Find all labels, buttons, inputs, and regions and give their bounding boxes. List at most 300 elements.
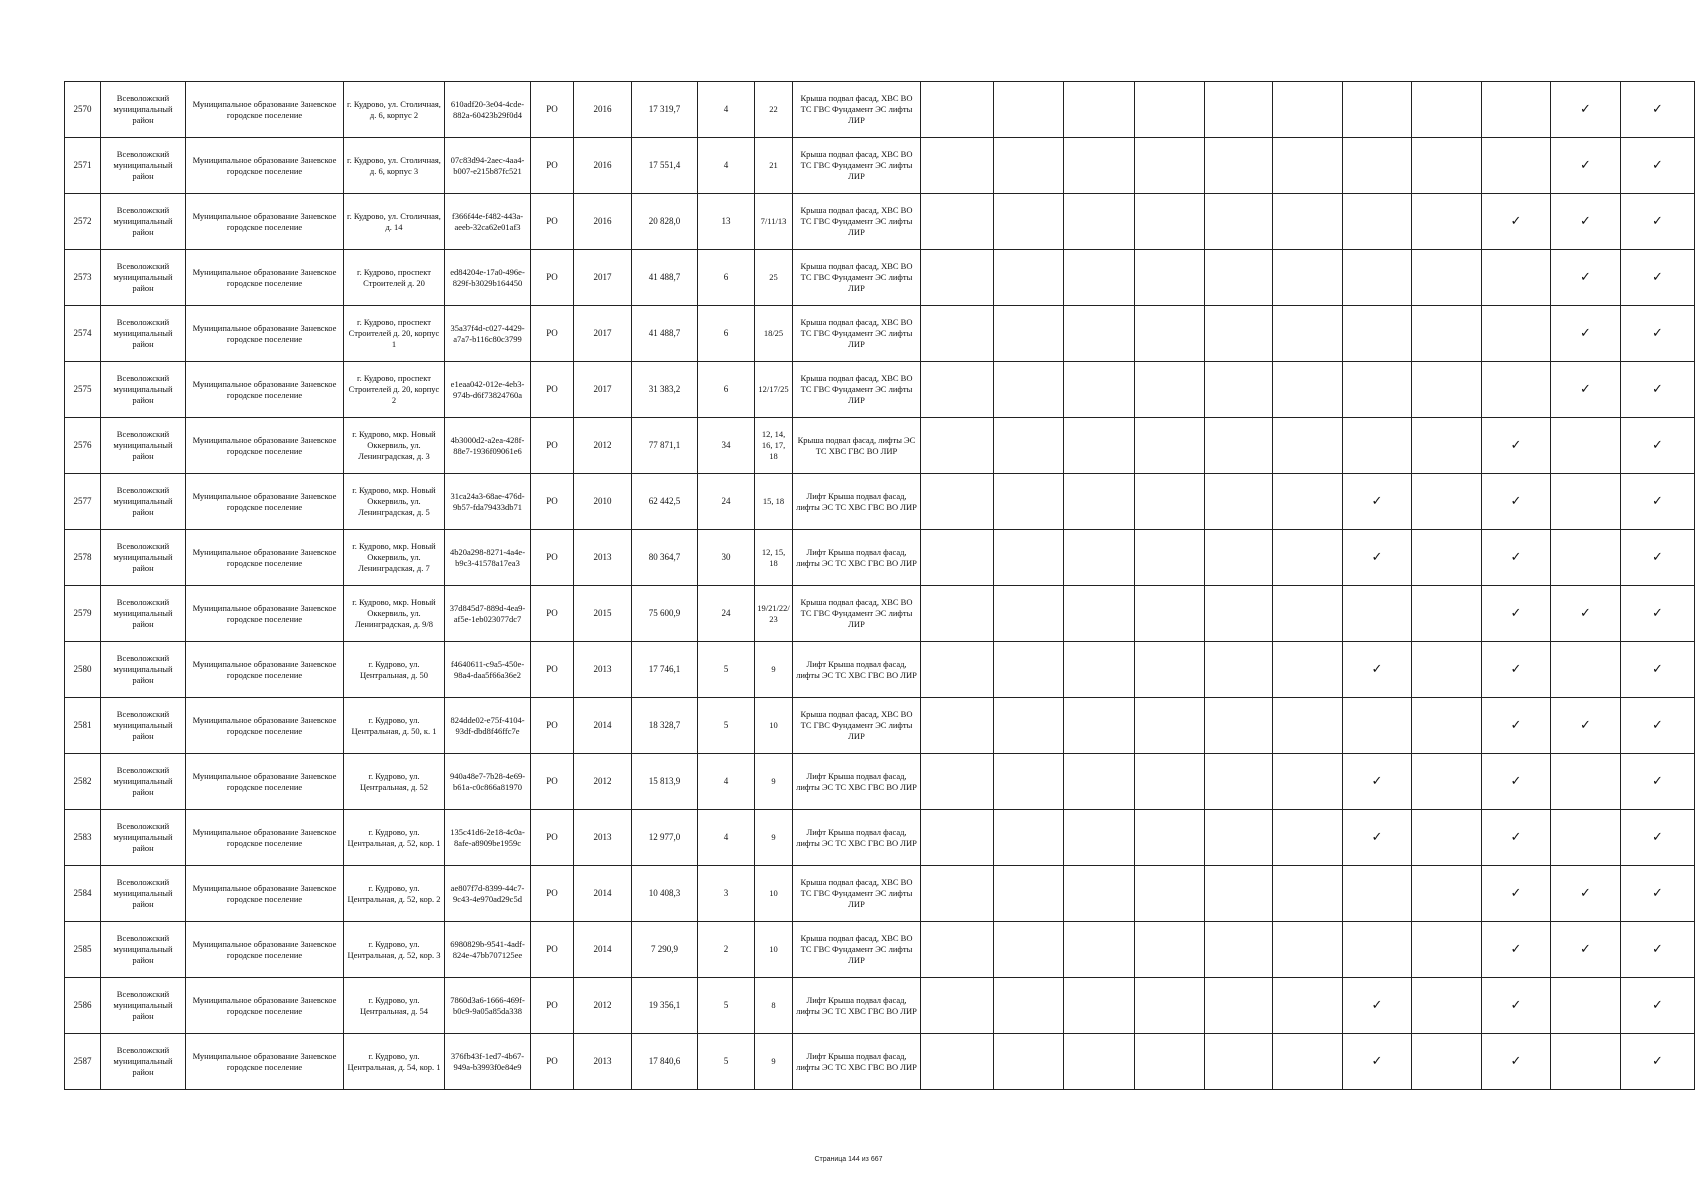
address-cell: г. Кудрово, ул. Центральная, д. 54, кор. 1 xyxy=(344,1034,445,1090)
district-cell: Всеволожский муниципальный район xyxy=(101,642,186,698)
year-cell: 2013 xyxy=(574,810,632,866)
empty-cell xyxy=(1273,306,1343,362)
floors-cell: 4 xyxy=(698,138,755,194)
municipality-cell: Муниципальное образование Заневское городское поселение xyxy=(186,474,344,530)
empty-cell xyxy=(1273,642,1343,698)
table-row xyxy=(65,810,1695,866)
type-cell: РО xyxy=(531,530,574,586)
floors-cell: 13 xyxy=(698,194,755,250)
check-mark-icon: ✓ xyxy=(1343,530,1412,586)
empty-cell xyxy=(921,1034,994,1090)
empty-cell xyxy=(1273,810,1343,866)
address-cell: г. Кудрово, ул. Центральная, д. 54 xyxy=(344,978,445,1034)
floors-cell: 34 xyxy=(698,418,755,474)
empty-cell xyxy=(1135,754,1205,810)
check-mark-icon: ✓ xyxy=(1343,810,1412,866)
check-mark-icon: ✓ xyxy=(1482,698,1551,754)
municipality-cell: Муниципальное образование Заневское городское поселение xyxy=(186,194,344,250)
check-mark-icon: ✓ xyxy=(1551,194,1621,250)
address-cell: г. Кудрово, ул. Столичная, д. 6, корпус 2 xyxy=(344,82,445,138)
empty-cell xyxy=(1412,82,1482,138)
address-cell: г. Кудрово, ул. Столичная, д. 14 xyxy=(344,194,445,250)
municipality-cell: Муниципальное образование Заневское городское поселение xyxy=(186,1034,344,1090)
check-mark-icon: ✓ xyxy=(1621,530,1695,586)
type-cell: РО xyxy=(531,810,574,866)
type-cell: РО xyxy=(531,362,574,418)
empty-cell xyxy=(1135,530,1205,586)
empty-cell xyxy=(1135,82,1205,138)
check-mark-icon: ✓ xyxy=(1621,418,1695,474)
row-number: 2582 xyxy=(65,754,101,810)
area-cell: 15 813,9 xyxy=(632,754,698,810)
empty-cell xyxy=(1551,474,1621,530)
area-cell: 7 290,9 xyxy=(632,922,698,978)
guid-cell: 940a48e7-7b28-4e69-b61a-c0c866a81970 xyxy=(445,754,531,810)
guid-cell: 07c83d94-2aec-4aa4-b007-e215b87fc521 xyxy=(445,138,531,194)
municipality-cell: Муниципальное образование Заневское городское поселение xyxy=(186,306,344,362)
entrances-cell: 9 xyxy=(755,810,793,866)
empty-cell xyxy=(1412,306,1482,362)
district-cell: Всеволожский муниципальный район xyxy=(101,1034,186,1090)
empty-cell xyxy=(1273,362,1343,418)
empty-cell xyxy=(1205,1034,1273,1090)
address-cell: г. Кудрово, ул. Центральная, д. 52, кор. 1 xyxy=(344,810,445,866)
table-row xyxy=(65,586,1695,642)
empty-cell xyxy=(1273,866,1343,922)
year-cell: 2013 xyxy=(574,1034,632,1090)
table-row xyxy=(65,82,1695,138)
municipality-cell: Муниципальное образование Заневское городское поселение xyxy=(186,698,344,754)
empty-cell xyxy=(921,922,994,978)
type-cell: РО xyxy=(531,250,574,306)
empty-cell xyxy=(1273,82,1343,138)
table-row xyxy=(65,138,1695,194)
floors-cell: 4 xyxy=(698,754,755,810)
area-cell: 10 408,3 xyxy=(632,866,698,922)
empty-cell xyxy=(1482,138,1551,194)
area-cell: 12 977,0 xyxy=(632,810,698,866)
empty-cell xyxy=(1135,698,1205,754)
empty-cell xyxy=(1273,1034,1343,1090)
empty-cell xyxy=(1205,922,1273,978)
empty-cell xyxy=(1482,306,1551,362)
row-number: 2584 xyxy=(65,866,101,922)
address-cell: г. Кудрово, мкр. Новый Оккервиль, ул. Ленинградская, д. 5 xyxy=(344,474,445,530)
empty-cell xyxy=(1551,642,1621,698)
empty-cell xyxy=(1135,922,1205,978)
empty-cell xyxy=(1064,978,1135,1034)
table-row xyxy=(65,530,1695,586)
empty-cell xyxy=(1551,530,1621,586)
guid-cell: 4b3000d2-a2ea-428f-88e7-1936f09061e6 xyxy=(445,418,531,474)
empty-cell xyxy=(1273,138,1343,194)
entrances-cell: 21 xyxy=(755,138,793,194)
empty-cell xyxy=(1064,586,1135,642)
empty-cell xyxy=(1205,642,1273,698)
empty-cell xyxy=(994,82,1064,138)
check-mark-icon: ✓ xyxy=(1482,754,1551,810)
entrances-cell: 8 xyxy=(755,978,793,1034)
works-cell: Лифт Крыша подвал фасад, лифты ЭС ТС ХВС ГВС ВО ЛИР xyxy=(793,1034,921,1090)
entrances-cell: 7/11/13 xyxy=(755,194,793,250)
empty-cell xyxy=(1205,194,1273,250)
type-cell: РО xyxy=(531,138,574,194)
area-cell: 77 871,1 xyxy=(632,418,698,474)
address-cell: г. Кудрово, мкр. Новый Оккервиль, ул. Ленинградская, д. 9/8 xyxy=(344,586,445,642)
empty-cell xyxy=(1551,1034,1621,1090)
municipality-cell: Муниципальное образование Заневское городское поселение xyxy=(186,530,344,586)
check-mark-icon: ✓ xyxy=(1551,362,1621,418)
empty-cell xyxy=(1135,642,1205,698)
empty-cell xyxy=(1343,586,1412,642)
empty-cell xyxy=(921,698,994,754)
empty-cell xyxy=(1412,1034,1482,1090)
municipality-cell: Муниципальное образование Заневское городское поселение xyxy=(186,586,344,642)
check-mark-icon: ✓ xyxy=(1343,1034,1412,1090)
empty-cell xyxy=(1412,586,1482,642)
entrances-cell: 15, 18 xyxy=(755,474,793,530)
table-row xyxy=(65,250,1695,306)
address-cell: г. Кудрово, проспект Строителей д. 20, корпус 2 xyxy=(344,362,445,418)
empty-cell xyxy=(1273,978,1343,1034)
empty-cell xyxy=(1064,418,1135,474)
empty-cell xyxy=(1064,306,1135,362)
area-cell: 31 383,2 xyxy=(632,362,698,418)
empty-cell xyxy=(1205,418,1273,474)
empty-cell xyxy=(1343,866,1412,922)
row-number: 2587 xyxy=(65,1034,101,1090)
table-row xyxy=(65,474,1695,530)
empty-cell xyxy=(994,586,1064,642)
guid-cell: 7860d3a6-1666-469f-b0c9-9a05a85da338 xyxy=(445,978,531,1034)
year-cell: 2016 xyxy=(574,194,632,250)
empty-cell xyxy=(1135,362,1205,418)
empty-cell xyxy=(921,810,994,866)
table-row xyxy=(65,306,1695,362)
type-cell: РО xyxy=(531,474,574,530)
type-cell: РО xyxy=(531,754,574,810)
empty-cell xyxy=(1412,530,1482,586)
empty-cell xyxy=(994,866,1064,922)
district-cell: Всеволожский муниципальный район xyxy=(101,586,186,642)
address-cell: г. Кудрово, мкр. Новый Оккервиль, ул. Ленинградская, д. 3 xyxy=(344,418,445,474)
check-mark-icon: ✓ xyxy=(1621,866,1695,922)
guid-cell: 610adf20-3e04-4cde-882a-60423b29f0d4 xyxy=(445,82,531,138)
check-mark-icon: ✓ xyxy=(1551,82,1621,138)
check-mark-icon: ✓ xyxy=(1621,306,1695,362)
municipality-cell: Муниципальное образование Заневское городское поселение xyxy=(186,418,344,474)
empty-cell xyxy=(1273,530,1343,586)
check-mark-icon: ✓ xyxy=(1482,810,1551,866)
empty-cell xyxy=(1135,138,1205,194)
guid-cell: 35a37f4d-c027-4429-a7a7-b116c80c3799 xyxy=(445,306,531,362)
row-number: 2583 xyxy=(65,810,101,866)
check-mark-icon: ✓ xyxy=(1343,474,1412,530)
district-cell: Всеволожский муниципальный район xyxy=(101,362,186,418)
works-cell: Крыша подвал фасад, ХВС ВО ТС ГВС Фундамент ЭС лифты ЛИР xyxy=(793,586,921,642)
row-number: 2572 xyxy=(65,194,101,250)
district-cell: Всеволожский муниципальный район xyxy=(101,866,186,922)
empty-cell xyxy=(1343,82,1412,138)
floors-cell: 6 xyxy=(698,306,755,362)
municipality-cell: Муниципальное образование Заневское городское поселение xyxy=(186,922,344,978)
guid-cell: 376fb43f-1ed7-4b67-949a-b3993f0e84e9 xyxy=(445,1034,531,1090)
empty-cell xyxy=(994,250,1064,306)
works-cell: Крыша подвал фасад, лифты ЭС ТС ХВС ГВС ВО ЛИР xyxy=(793,418,921,474)
floors-cell: 30 xyxy=(698,530,755,586)
empty-cell xyxy=(1205,754,1273,810)
entrances-cell: 12, 14, 16, 17, 18 xyxy=(755,418,793,474)
empty-cell xyxy=(994,754,1064,810)
year-cell: 2016 xyxy=(574,82,632,138)
empty-cell xyxy=(1343,418,1412,474)
empty-cell xyxy=(1412,754,1482,810)
entrances-cell: 10 xyxy=(755,698,793,754)
works-cell: Крыша подвал фасад, ХВС ВО ТС ГВС Фундамент ЭС лифты ЛИР xyxy=(793,194,921,250)
empty-cell xyxy=(921,978,994,1034)
guid-cell: ae807f7d-8399-44c7-9c43-4e970ad29c5d xyxy=(445,866,531,922)
district-cell: Всеволожский муниципальный район xyxy=(101,474,186,530)
type-cell: РО xyxy=(531,642,574,698)
empty-cell xyxy=(1412,698,1482,754)
check-mark-icon: ✓ xyxy=(1621,474,1695,530)
empty-cell xyxy=(1064,138,1135,194)
address-cell: г. Кудрово, ул. Центральная, д. 52, кор. 2 xyxy=(344,866,445,922)
area-cell: 17 746,1 xyxy=(632,642,698,698)
address-cell: г. Кудрово, ул. Столичная, д. 6, корпус 3 xyxy=(344,138,445,194)
type-cell: РО xyxy=(531,306,574,362)
check-mark-icon: ✓ xyxy=(1551,250,1621,306)
works-cell: Лифт Крыша подвал фасад, лифты ЭС ТС ХВС ГВС ВО ЛИР xyxy=(793,810,921,866)
empty-cell xyxy=(1412,474,1482,530)
check-mark-icon: ✓ xyxy=(1621,82,1695,138)
empty-cell xyxy=(994,474,1064,530)
empty-cell xyxy=(1273,474,1343,530)
municipality-cell: Муниципальное образование Заневское городское поселение xyxy=(186,866,344,922)
check-mark-icon: ✓ xyxy=(1621,922,1695,978)
check-mark-icon: ✓ xyxy=(1621,642,1695,698)
works-cell: Крыша подвал фасад, ХВС ВО ТС ГВС Фундамент ЭС лифты ЛИР xyxy=(793,922,921,978)
check-mark-icon: ✓ xyxy=(1551,866,1621,922)
empty-cell xyxy=(1205,362,1273,418)
table-row xyxy=(65,922,1695,978)
table-row xyxy=(65,698,1695,754)
check-mark-icon: ✓ xyxy=(1621,586,1695,642)
check-mark-icon: ✓ xyxy=(1621,250,1695,306)
row-number: 2580 xyxy=(65,642,101,698)
empty-cell xyxy=(994,194,1064,250)
works-cell: Крыша подвал фасад, ХВС ВО ТС ГВС Фундамент ЭС лифты ЛИР xyxy=(793,362,921,418)
floors-cell: 5 xyxy=(698,642,755,698)
empty-cell xyxy=(1412,978,1482,1034)
empty-cell xyxy=(1135,1034,1205,1090)
empty-cell xyxy=(1064,530,1135,586)
works-cell: Крыша подвал фасад, ХВС ВО ТС ГВС Фундамент ЭС лифты ЛИР xyxy=(793,250,921,306)
municipality-cell: Муниципальное образование Заневское городское поселение xyxy=(186,138,344,194)
guid-cell: e1eaa042-012e-4eb3-974b-d6f73824760a xyxy=(445,362,531,418)
check-mark-icon: ✓ xyxy=(1621,362,1695,418)
empty-cell xyxy=(1273,250,1343,306)
area-cell: 41 488,7 xyxy=(632,250,698,306)
year-cell: 2016 xyxy=(574,138,632,194)
empty-cell xyxy=(1205,530,1273,586)
empty-cell xyxy=(1205,586,1273,642)
empty-cell xyxy=(1135,194,1205,250)
check-mark-icon: ✓ xyxy=(1551,138,1621,194)
empty-cell xyxy=(994,922,1064,978)
empty-cell xyxy=(994,362,1064,418)
area-cell: 17 319,7 xyxy=(632,82,698,138)
empty-cell xyxy=(1551,754,1621,810)
municipality-cell: Муниципальное образование Заневское городское поселение xyxy=(186,362,344,418)
empty-cell xyxy=(1205,306,1273,362)
check-mark-icon: ✓ xyxy=(1482,194,1551,250)
year-cell: 2015 xyxy=(574,586,632,642)
empty-cell xyxy=(1064,1034,1135,1090)
area-cell: 62 442,5 xyxy=(632,474,698,530)
type-cell: РО xyxy=(531,922,574,978)
row-number: 2579 xyxy=(65,586,101,642)
check-mark-icon: ✓ xyxy=(1621,138,1695,194)
empty-cell xyxy=(1551,418,1621,474)
check-mark-icon: ✓ xyxy=(1482,978,1551,1034)
check-mark-icon: ✓ xyxy=(1621,1034,1695,1090)
empty-cell xyxy=(994,530,1064,586)
year-cell: 2012 xyxy=(574,978,632,1034)
empty-cell xyxy=(1412,250,1482,306)
works-cell: Лифт Крыша подвал фасад, лифты ЭС ТС ХВС ГВС ВО ЛИР xyxy=(793,530,921,586)
empty-cell xyxy=(1064,922,1135,978)
year-cell: 2014 xyxy=(574,922,632,978)
municipality-cell: Муниципальное образование Заневское городское поселение xyxy=(186,82,344,138)
works-cell: Лифт Крыша подвал фасад, лифты ЭС ТС ХВС ГВС ВО ЛИР xyxy=(793,754,921,810)
floors-cell: 6 xyxy=(698,362,755,418)
district-cell: Всеволожский муниципальный район xyxy=(101,418,186,474)
year-cell: 2012 xyxy=(574,754,632,810)
guid-cell: 37d845d7-889d-4ea9-af5e-1eb023077dc7 xyxy=(445,586,531,642)
empty-cell xyxy=(1205,978,1273,1034)
empty-cell xyxy=(1135,250,1205,306)
empty-cell xyxy=(1412,138,1482,194)
check-mark-icon: ✓ xyxy=(1482,530,1551,586)
empty-cell xyxy=(1064,250,1135,306)
empty-cell xyxy=(1412,642,1482,698)
year-cell: 2010 xyxy=(574,474,632,530)
works-cell: Крыша подвал фасад, ХВС ВО ТС ГВС Фундамент ЭС лифты ЛИР xyxy=(793,698,921,754)
floors-cell: 24 xyxy=(698,586,755,642)
empty-cell xyxy=(921,138,994,194)
area-cell: 18 328,7 xyxy=(632,698,698,754)
row-number: 2575 xyxy=(65,362,101,418)
table-row xyxy=(65,194,1695,250)
works-cell: Крыша подвал фасад, ХВС ВО ТС ГВС Фундамент ЭС лифты ЛИР xyxy=(793,866,921,922)
municipality-cell: Муниципальное образование Заневское городское поселение xyxy=(186,978,344,1034)
empty-cell xyxy=(1343,194,1412,250)
district-cell: Всеволожский муниципальный район xyxy=(101,698,186,754)
row-number: 2586 xyxy=(65,978,101,1034)
empty-cell xyxy=(1135,978,1205,1034)
area-cell: 19 356,1 xyxy=(632,978,698,1034)
empty-cell xyxy=(1064,754,1135,810)
empty-cell xyxy=(1482,362,1551,418)
entrances-cell: 22 xyxy=(755,82,793,138)
empty-cell xyxy=(1135,810,1205,866)
municipality-cell: Муниципальное образование Заневское городское поселение xyxy=(186,250,344,306)
check-mark-icon: ✓ xyxy=(1482,586,1551,642)
empty-cell xyxy=(1064,362,1135,418)
empty-cell xyxy=(1135,418,1205,474)
check-mark-icon: ✓ xyxy=(1621,698,1695,754)
empty-cell xyxy=(1412,418,1482,474)
entrances-cell: 10 xyxy=(755,922,793,978)
floors-cell: 4 xyxy=(698,810,755,866)
table-row xyxy=(65,642,1695,698)
row-number: 2571 xyxy=(65,138,101,194)
check-mark-icon: ✓ xyxy=(1621,978,1695,1034)
guid-cell: f4640611-c9a5-450e-98a4-daa5f66a36e2 xyxy=(445,642,531,698)
housing-registry-table xyxy=(64,81,1695,1090)
table-row xyxy=(65,754,1695,810)
address-cell: г. Кудрово, ул. Центральная, д. 50, к. 1 xyxy=(344,698,445,754)
check-mark-icon: ✓ xyxy=(1482,1034,1551,1090)
works-cell: Лифт Крыша подвал фасад, лифты ЭС ТС ХВС ГВС ВО ЛИР xyxy=(793,474,921,530)
floors-cell: 24 xyxy=(698,474,755,530)
empty-cell xyxy=(1551,810,1621,866)
empty-cell xyxy=(921,306,994,362)
address-cell: г. Кудрово, ул. Центральная, д. 50 xyxy=(344,642,445,698)
works-cell: Крыша подвал фасад, ХВС ВО ТС ГВС Фундамент ЭС лифты ЛИР xyxy=(793,306,921,362)
empty-cell xyxy=(1273,418,1343,474)
guid-cell: f366f44e-f482-443a-aeeb-32ca62e01af3 xyxy=(445,194,531,250)
check-mark-icon: ✓ xyxy=(1482,474,1551,530)
year-cell: 2014 xyxy=(574,698,632,754)
row-number: 2576 xyxy=(65,418,101,474)
district-cell: Всеволожский муниципальный район xyxy=(101,194,186,250)
entrances-cell: 9 xyxy=(755,754,793,810)
check-mark-icon: ✓ xyxy=(1343,754,1412,810)
area-cell: 17 551,4 xyxy=(632,138,698,194)
empty-cell xyxy=(1343,250,1412,306)
district-cell: Всеволожский муниципальный район xyxy=(101,530,186,586)
area-cell: 80 364,7 xyxy=(632,530,698,586)
empty-cell xyxy=(1205,866,1273,922)
type-cell: РО xyxy=(531,978,574,1034)
check-mark-icon: ✓ xyxy=(1551,306,1621,362)
empty-cell xyxy=(994,1034,1064,1090)
check-mark-icon: ✓ xyxy=(1343,642,1412,698)
table-row xyxy=(65,362,1695,418)
empty-cell xyxy=(1343,306,1412,362)
empty-cell xyxy=(1064,194,1135,250)
district-cell: Всеволожский муниципальный район xyxy=(101,306,186,362)
municipality-cell: Муниципальное образование Заневское городское поселение xyxy=(186,754,344,810)
row-number: 2585 xyxy=(65,922,101,978)
empty-cell xyxy=(1412,922,1482,978)
table-row xyxy=(65,978,1695,1034)
empty-cell xyxy=(1412,194,1482,250)
empty-cell xyxy=(1064,810,1135,866)
floors-cell: 3 xyxy=(698,866,755,922)
address-cell: г. Кудрово, ул. Центральная, д. 52, кор. 3 xyxy=(344,922,445,978)
works-cell: Лифт Крыша подвал фасад, лифты ЭС ТС ХВС ГВС ВО ЛИР xyxy=(793,642,921,698)
district-cell: Всеволожский муниципальный район xyxy=(101,978,186,1034)
municipality-cell: Муниципальное образование Заневское городское поселение xyxy=(186,642,344,698)
empty-cell xyxy=(1482,250,1551,306)
entrances-cell: 18/25 xyxy=(755,306,793,362)
row-number: 2581 xyxy=(65,698,101,754)
type-cell: РО xyxy=(531,82,574,138)
check-mark-icon: ✓ xyxy=(1621,194,1695,250)
